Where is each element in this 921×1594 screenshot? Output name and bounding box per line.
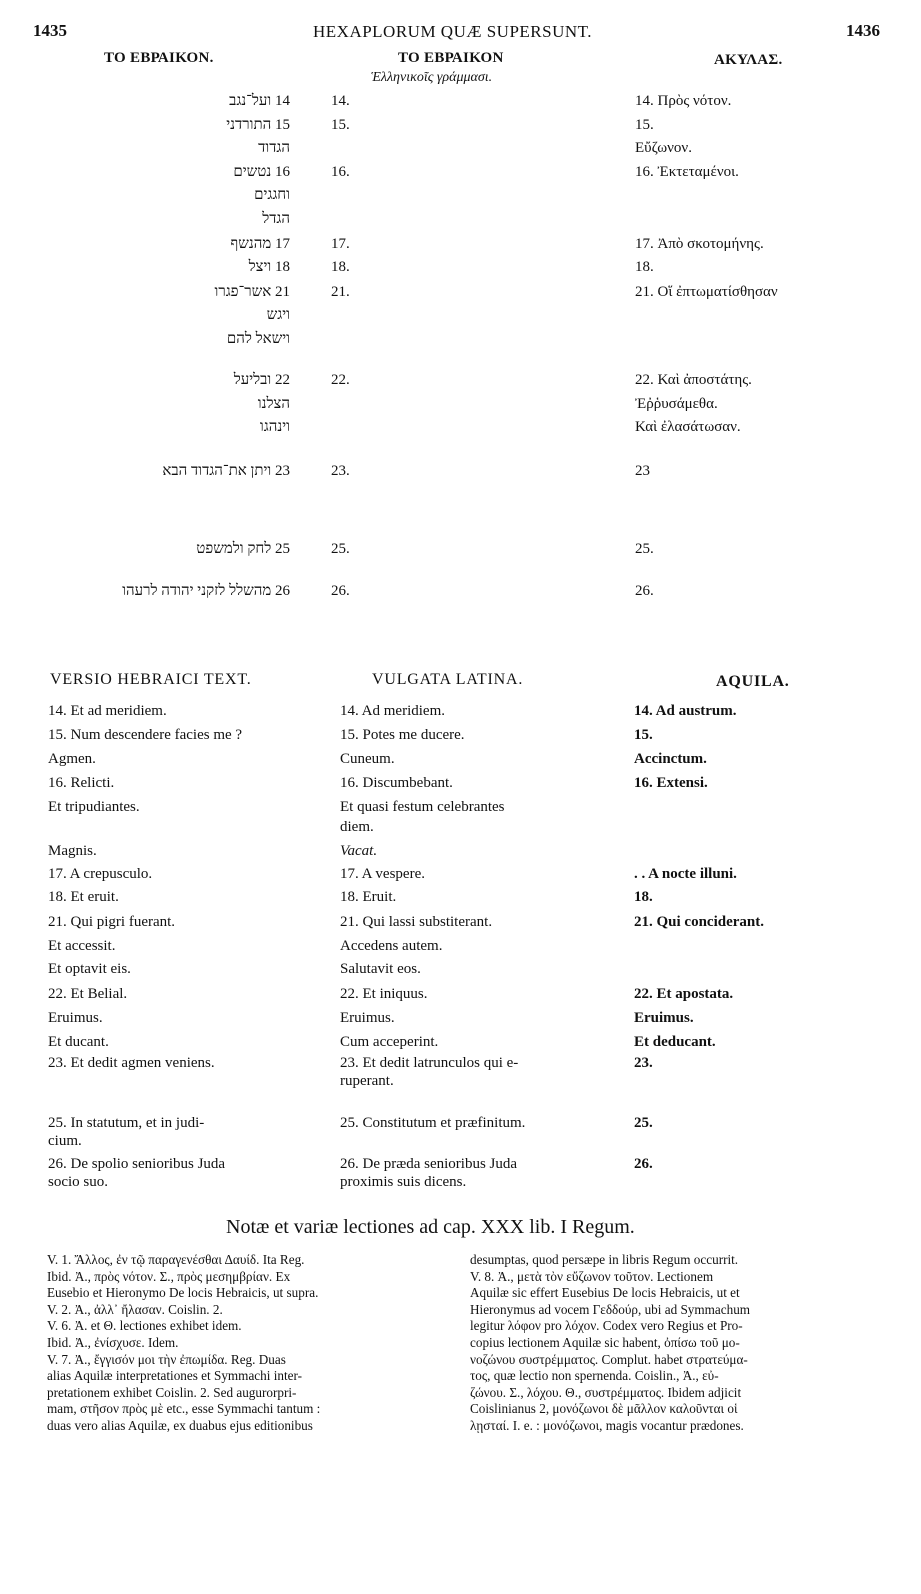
aquila-latin-line: 14. Ad austrum. <box>634 703 737 719</box>
column-header-aquila-greek: ΑΚΥΛΑΣ. <box>714 52 783 68</box>
vulgata-line: 21. Qui lassi substiterant. <box>340 914 493 930</box>
aquila-greek-line: 21. Οἵ ἐπτωματίσθησαν <box>635 284 778 300</box>
versio-line: 17. A crepusculo. <box>48 866 153 882</box>
column-subheader-translit: Ἑλληνικοῖς γράμμασι. <box>371 70 493 85</box>
aquila-greek-line: 25. <box>635 541 654 557</box>
translit-verse-number: 16. <box>331 164 350 180</box>
hebrew-line: 14 ועל־נגב <box>229 93 290 109</box>
note-line: copius lectionem Aquilæ sic habent, ὀπίσω τοῦ μο- <box>470 1334 740 1350</box>
vulgata-line: 14. Ad meridiem. <box>340 703 445 719</box>
aquila-latin-line: 21. Qui conciderant. <box>634 914 764 930</box>
note-line: duas vero alias Aquilæ, ex duabus ejus editionibus <box>47 1417 313 1433</box>
aquila-latin-line: . . A nocte illuni. <box>634 866 737 882</box>
note-line: V. 8. Ἀ., μετὰ τὸν εὔζωνον τοῦτον. Lectionem <box>470 1268 714 1284</box>
vulgata-line: Eruimus. <box>340 1010 395 1026</box>
versio-line: 14. Et ad meridiem. <box>48 703 167 719</box>
note-line: pretationem exhibet Coislin. 2. Sed augurorpri- <box>47 1384 297 1400</box>
translit-verse-number: 18. <box>331 259 350 275</box>
aquila-latin-line: 23. <box>634 1055 653 1071</box>
note-line: V. 6. Ἀ. et Θ. lectiones exhibet idem. <box>47 1318 242 1334</box>
translit-verse-number: 17. <box>331 236 350 252</box>
aquila-greek-line: Εὔζωνον. <box>635 140 692 156</box>
versio-line: 18. Et eruit. <box>48 889 119 905</box>
notes-left-column <box>47 1252 467 1435</box>
vulgata-line: 17. A vespere. <box>340 866 425 882</box>
notes-title: Notæ et variæ lectiones ad cap. XXX lib. I Regum. <box>226 1216 635 1238</box>
vulgata-line: 18. Eruit. <box>340 889 397 905</box>
hebrew-line: וינהגו <box>259 419 290 435</box>
versio-line: 21. Qui pigri fuerant. <box>48 914 176 930</box>
versio-line: 22. Et Belial. <box>48 986 128 1002</box>
note-line: mam, στῆσον πρὸς μὲ etc., esse Symmachi tantum : <box>47 1401 321 1417</box>
hebrew-line: 15 התורדני <box>226 117 290 133</box>
hebrew-line: 25 לחק ולמשפט <box>196 541 290 557</box>
column-header-hebrew: ΤΟ ΕΒΡΑΙΚΟΝ. <box>104 50 214 66</box>
translit-verse-number: 15. <box>331 117 350 133</box>
hebrew-line: הגדל <box>262 211 290 227</box>
vulgata-line: diem. <box>340 819 374 835</box>
vulgata-line: Cum acceperint. <box>340 1034 439 1050</box>
column-header-aquila-latin: AQUILA. <box>716 673 790 690</box>
note-line: Aquilæ sic effert Eusebius De locis Hebraicis, ut et <box>470 1285 740 1301</box>
translit-verse-number: 25. <box>331 541 350 557</box>
note-line: ζώνου. Σ., λόχου. Θ., συστρέμματος. Ibidem adjicit <box>470 1384 742 1400</box>
aquila-greek-line: 23 <box>635 463 650 479</box>
aquila-latin-line: 15. <box>634 727 653 743</box>
versio-line: Et optavit eis. <box>48 961 131 977</box>
versio-line: Et ducant. <box>48 1034 109 1050</box>
hebrew-line: וישאל להם <box>226 331 290 347</box>
vulgata-line: 26. De præda senioribus Juda <box>340 1156 518 1172</box>
aquila-latin-line: Eruimus. <box>634 1010 694 1026</box>
note-line: Coislinianus 2, μονόζωνοι δὲ μᾶλλον καλοῦνται οἱ <box>470 1401 738 1417</box>
hebrew-line: 21 אשר־פגרו <box>214 284 290 300</box>
hebrew-line: 23 ויתן את־הגדוד הבא <box>162 463 290 479</box>
note-line: V. 2. Ἀ., ἀλλ᾽ ἤλασαν. Coislin. 2. <box>47 1301 223 1317</box>
hebrew-line: וחגגים <box>254 187 290 203</box>
note-line: λῃσταί. I. e. : μονόζωνοι, magis vocantur prædones. <box>470 1417 744 1433</box>
hebrew-line: 26 מהשלל לזקני יהודה לרעהו <box>122 583 290 599</box>
versio-line: 25. In statutum, et in judi- <box>48 1115 205 1131</box>
aquila-greek-line: Καὶ ἐλασάτωσαν. <box>635 419 741 435</box>
versio-line: 15. Num descendere facies me ? <box>48 727 243 743</box>
notes-right-column <box>470 1252 890 1435</box>
aquila-greek-line: Ἐῤῥυσάμεθα. <box>635 396 718 412</box>
translit-verse-number: 14. <box>331 93 350 109</box>
aquila-latin-line: Accinctum. <box>634 751 707 767</box>
aquila-latin-line: Et deducant. <box>634 1034 716 1050</box>
aquila-greek-line: 16. Ἐκτεταμένοι. <box>635 164 739 180</box>
note-line: V. 1. Ἄλλος, ἐν τῷ παραγενέσθαι Δαυίδ. Ita Reg. <box>47 1252 305 1267</box>
note-line: alias Aquilæ interpretationes et Symmachi inter- <box>47 1368 302 1384</box>
aquila-latin-line: 18. <box>634 889 653 905</box>
aquila-greek-line: 18. <box>635 259 654 275</box>
translit-verse-number: 21. <box>331 284 350 300</box>
note-line: τος, quæ lectio non spernenda. Coislin., Ἀ., εὐ- <box>470 1368 719 1384</box>
translit-verse-number: 22. <box>331 372 350 388</box>
vulgata-line: Vacat. <box>340 843 378 859</box>
note-line: Hieronymus ad vocem Γεδδούρ, ubi ad Symmachum <box>470 1301 751 1317</box>
versio-line: Eruimus. <box>48 1010 103 1026</box>
note-line: V. 7. Ἀ., ἔγγισόν μοι τὴν ἐπωμίδα. Reg. Duas <box>47 1351 286 1367</box>
hebrew-line: הגדוד <box>258 140 290 156</box>
vulgata-line: 15. Potes me ducere. <box>340 727 465 743</box>
note-line: Ibid. Ἀ., πρὸς νότον. Σ., πρὸς μεσημβρίαν. Ex <box>47 1268 291 1284</box>
versio-line: cium. <box>48 1133 82 1149</box>
versio-line: Et accessit. <box>48 938 116 954</box>
vulgata-line: Et quasi festum celebrantes <box>340 799 505 815</box>
vulgata-line: Cuneum. <box>340 751 395 767</box>
versio-line: 23. Et dedit agmen veniens. <box>48 1055 215 1071</box>
versio-line: Agmen. <box>48 751 96 767</box>
vulgata-line: Salutavit eos. <box>340 961 421 977</box>
hebrew-line: 16 נטשים <box>233 164 290 180</box>
aquila-latin-line: 25. <box>634 1115 653 1131</box>
vulgata-line: ruperant. <box>340 1073 394 1089</box>
column-header-vulgata: VULGATA LATINA. <box>372 671 524 688</box>
aquila-latin-line: 22. Et apostata. <box>634 986 734 1002</box>
aquila-greek-line: 26. <box>635 583 654 599</box>
versio-line: 26. De spolio senioribus Juda <box>48 1156 226 1172</box>
versio-line: 16. Relicti. <box>48 775 115 791</box>
vulgata-line: 22. Et iniquus. <box>340 986 428 1002</box>
note-line: legitur λόφον pro λόχον. Codex vero Regius et Pro- <box>470 1318 743 1334</box>
running-title: HEXAPLORUM QUÆ SUPERSUNT. <box>313 22 593 41</box>
aquila-latin-line: 16. Extensi. <box>634 775 708 791</box>
note-line: desumptas, quod persæpe in libris Regum occurrit. <box>470 1252 739 1267</box>
column-header-versio: VERSIO HEBRAICI TEXT. <box>50 671 252 688</box>
versio-line: Et tripudiantes. <box>48 799 140 815</box>
column-header-translit: ΤΟ ΕΒΡΑΙΚΟΝ <box>398 50 504 66</box>
note-line: Ibid. Ἀ., ἐνίσχυσε. Idem. <box>47 1334 179 1350</box>
translit-verse-number: 26. <box>331 583 350 599</box>
hebrew-line: 18 ויצל <box>248 259 290 275</box>
versio-line: Magnis. <box>48 843 97 859</box>
aquila-greek-line: 14. Πρὸς νότον. <box>635 93 732 109</box>
vulgata-line: 16. Discumbebant. <box>340 775 453 791</box>
aquila-greek-line: 15. <box>635 117 654 133</box>
vulgata-line: proximis suis dicens. <box>340 1174 467 1190</box>
hebrew-line: ויגש <box>266 307 290 323</box>
hebrew-line: 17 מהנשף <box>230 236 290 252</box>
vulgata-line: Accedens autem. <box>340 938 443 954</box>
aquila-greek-line: 22. Καὶ ἀποστάτης. <box>635 372 752 388</box>
vulgata-line: 25. Constitutum et præfinitum. <box>340 1115 526 1131</box>
page-number-right: 1436 <box>846 21 880 40</box>
aquila-greek-line: 17. Ἀπὸ σκοτομήνης. <box>635 236 764 252</box>
note-line: νοζώνου συστρέμματος. Complut. habet στρατεύμα- <box>470 1351 748 1367</box>
page-number-left: 1435 <box>33 21 67 40</box>
vulgata-line: 23. Et dedit latrunculos qui e- <box>340 1055 519 1071</box>
aquila-latin-line: 26. <box>634 1156 653 1172</box>
note-line: Eusebio et Hieronymo De locis Hebraicis, ut supra. <box>47 1285 319 1301</box>
hebrew-line: 22 ובליעל <box>233 372 290 388</box>
hebrew-line: הצלנו <box>257 396 290 412</box>
versio-line: socio suo. <box>48 1174 108 1190</box>
translit-verse-number: 23. <box>331 463 350 479</box>
